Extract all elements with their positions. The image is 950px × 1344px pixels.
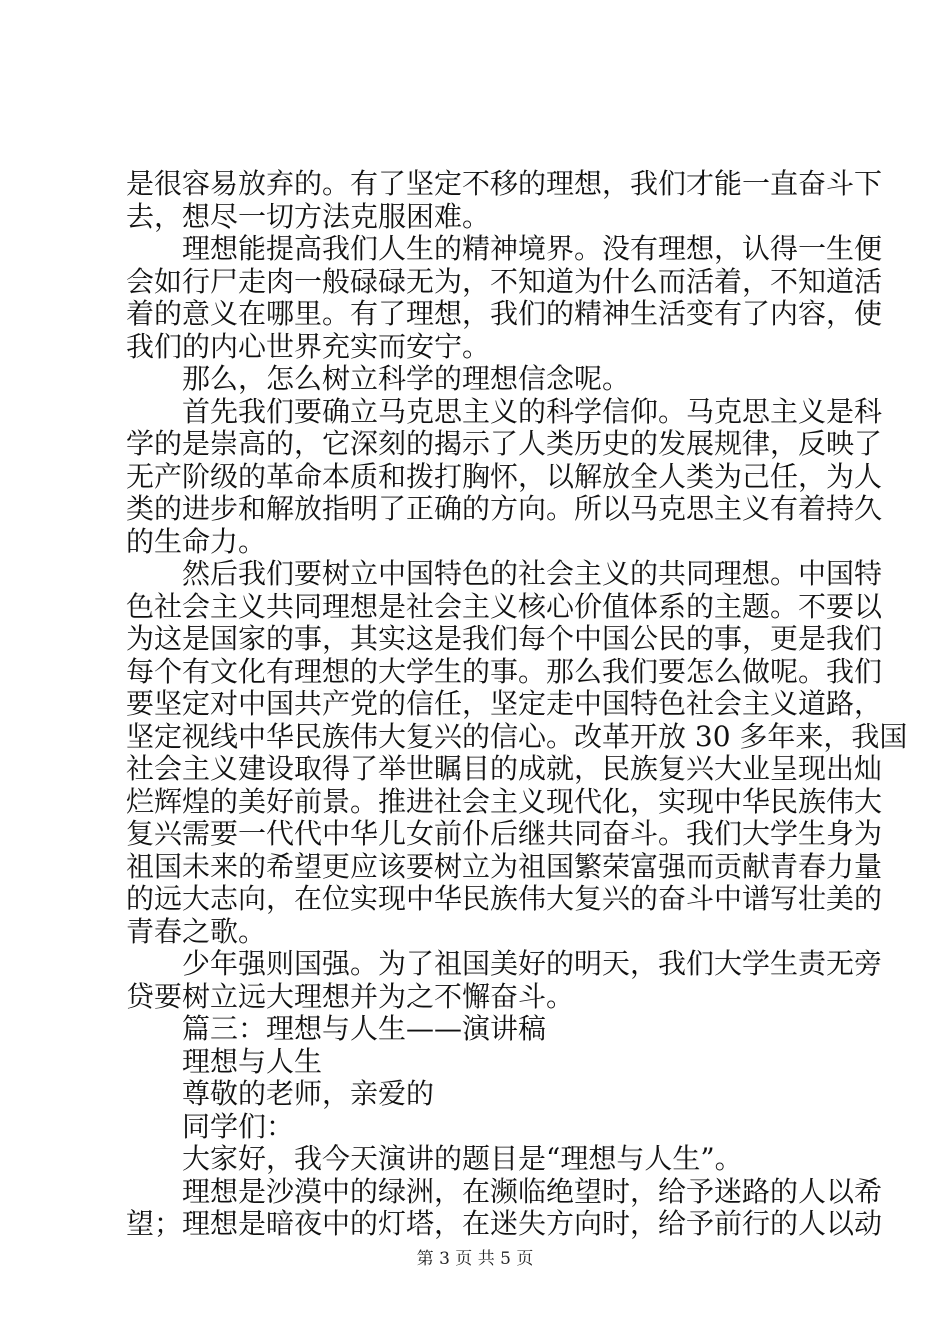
text-line: 要坚定对中国共产党的信任，坚定走中国特色社会主义道路， bbox=[126, 687, 883, 720]
text-line: 每个有文化有理想的大学生的事。那么我们要怎么做呢。我们 bbox=[126, 654, 883, 688]
text-line: 着的意义在哪里。有了理想，我们的精神生活变有了内容，使 bbox=[126, 297, 883, 330]
text-line: 理想与人生 bbox=[182, 1044, 323, 1078]
text-line: 大家好，我今天演讲的题目是“理想与人生”。 bbox=[182, 1142, 743, 1175]
text-line: 篇三：理想与人生——演讲稿 bbox=[182, 1012, 547, 1045]
text-line: 我们的内心世界充实而安宁。 bbox=[126, 329, 491, 363]
text-line: 尊敬的老师，亲爱的 bbox=[182, 1077, 435, 1110]
text-line: 少年强则国强。为了祖国美好的明天，我们大学生责无旁 bbox=[182, 947, 883, 980]
text-line: 会如行尸走肉一般碌碌无为，不知道为什么而活着，不知道活 bbox=[126, 264, 883, 298]
text-line: 首先我们要确立马克思主义的科学信仰。马克思主义是科 bbox=[182, 394, 883, 428]
text-line: 社会主义建设取得了举世瞩目的成就，民族复兴大业呈现出灿 bbox=[126, 752, 883, 785]
text-line: 然后我们要树立中国特色的社会主义的共同理想。中国特 bbox=[182, 557, 883, 590]
text-line: 那么，怎么树立科学的理想信念呢。 bbox=[182, 362, 631, 395]
text-line: 理想能提高我们人生的精神境界。没有理想，认得一生便 bbox=[182, 232, 883, 265]
text-line: 烂辉煌的美好前景。推进社会主义现代化，实现中华民族伟大 bbox=[126, 784, 883, 818]
text-line: 是很容易放弃的。有了坚定不移的理想，我们才能一直奋斗下 bbox=[126, 167, 883, 200]
text-line: 色社会主义共同理想是社会主义核心价值体系的主题。不要以 bbox=[126, 589, 883, 623]
text-line: 理想是沙漠中的绿洲，在濒临绝望时，给予迷路的人以希 bbox=[182, 1174, 883, 1208]
text-line: 无产阶级的革命本质和拨打胸怀，以解放全人类为己任，为人 bbox=[126, 459, 883, 493]
text-line: 坚定视线中华民族伟大复兴的信心。改革开放 30 多年来，我国 bbox=[126, 719, 908, 753]
text-line: 为这是国家的事，其实这是我们每个中国公民的事，更是我们 bbox=[126, 622, 883, 655]
page-footer: 第 3 页 共 5 页 bbox=[416, 1249, 534, 1269]
document-body bbox=[126, 167, 908, 1241]
text-line: 的生命力。 bbox=[126, 524, 267, 558]
text-line: 祖国未来的希望更应该要树立为祖国繁荣富强而贡献青春力量 bbox=[126, 849, 883, 883]
text-line: 复兴需要一代代中华儿女前仆后继共同奋斗。我们大学生身为 bbox=[126, 817, 883, 850]
text-line: 类的进步和解放指明了正确的方向。所以马克思主义有着持久 bbox=[126, 492, 883, 525]
text-line: 去，想尽一切方法克服困难。 bbox=[126, 199, 491, 233]
text-line: 望；理想是暗夜中的灯塔，在迷失方向时，给予前行的人以动 bbox=[126, 1207, 883, 1240]
text-line: 贷要树立远大理想并为之不懈奋斗。 bbox=[126, 979, 575, 1013]
text-line: 的远大志向，在位实现中华民族伟大复兴的奋斗中谱写壮美的 bbox=[126, 882, 883, 915]
text-line: 学的是崇高的，它深刻的揭示了人类历史的发展规律，反映了 bbox=[126, 427, 883, 460]
text-line: 青春之歌。 bbox=[126, 914, 267, 948]
text-line: 同学们： bbox=[182, 1109, 295, 1143]
